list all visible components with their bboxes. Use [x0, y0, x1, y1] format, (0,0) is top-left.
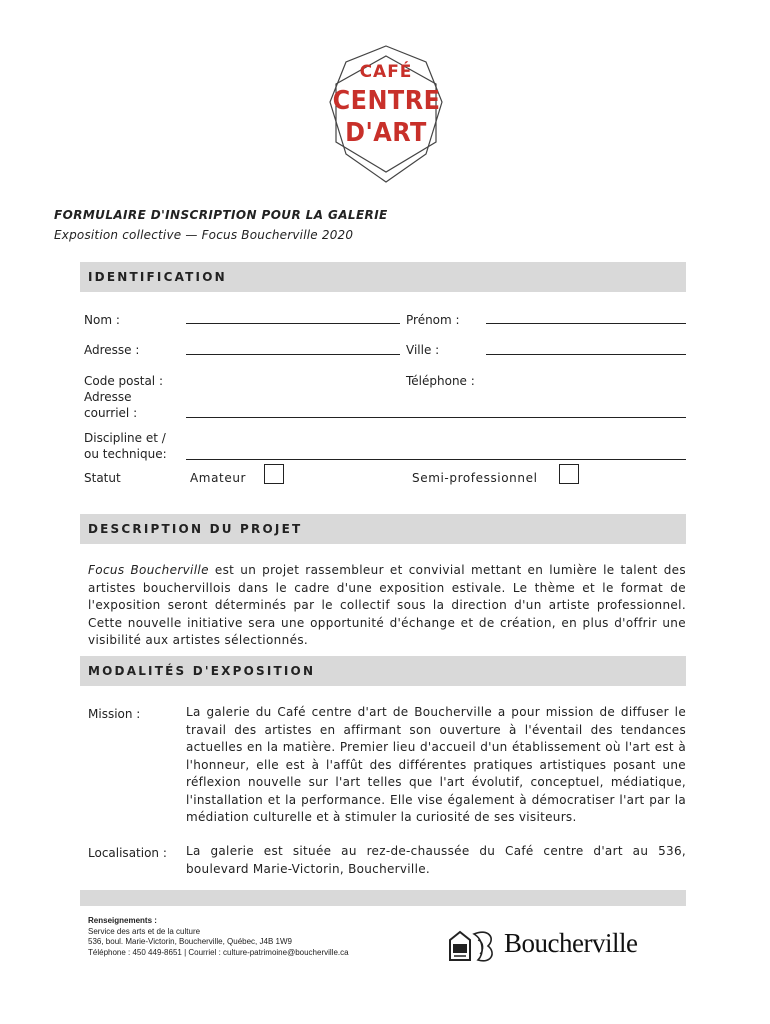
label-courriel-line2: courriel :: [84, 406, 138, 420]
checkbox-semi-professionnel[interactable]: [559, 464, 579, 484]
boucherville-wordmark: Boucherville: [504, 928, 638, 958]
field-adresse[interactable]: [186, 354, 400, 355]
logo-line-dart: D'ART: [345, 118, 427, 148]
form-subtitle: Exposition collective — Focus Boucherville 2020: [54, 228, 354, 242]
description-emphasis: Focus Boucherville: [88, 563, 209, 577]
label-amateur: Amateur: [190, 471, 247, 485]
label-telephone: Téléphone :: [406, 374, 475, 388]
mission-text: La galerie du Café centre d'art de Boucherville a pour mission de diffuser le travail des artistes en affirmant son ouverture à l'éventail des tendances actuelles en la matière. Premier lieu d'accueil d'un établissement où l'art est à l'honneur, elle est à l'affût des différentes pratiques artistiques posant une réflexion nouvelle sur l'art telles que l'art évolutif, conceptuel, médiatique, l'installation et la performance. Elle vise également à démocratiser l'art par la médiation culturelle et à stimuler la curiosité de ses visiteurs.: [186, 705, 686, 824]
label-courriel-line1: Adresse: [84, 390, 132, 404]
section-title-modalites: MODALITÉS D'EXPOSITION: [88, 664, 316, 678]
label-prenom: Prénom :: [406, 313, 460, 327]
checkbox-amateur[interactable]: [264, 464, 284, 484]
section-description: [80, 514, 686, 544]
footer-line-address: 536, boul. Marie-Victorin, Boucherville, Québec, J4B 1W9: [88, 937, 292, 946]
logo-line-centre: CENTRE: [332, 86, 441, 116]
form-title: FORMULAIRE D'INSCRIPTION POUR LA GALERIE: [54, 208, 388, 222]
section-modalites: [80, 656, 686, 686]
label-discipline-line2: ou technique:: [84, 447, 167, 461]
localisation-text: La galerie est située au rez-de-chaussée du Café centre d'art au 536, boulevard Marie-Victorin, Boucherville.: [186, 844, 686, 876]
label-adresse: Adresse :: [84, 343, 140, 357]
footer-line-service: Service des arts et de la culture: [88, 926, 201, 936]
section-title-description: DESCRIPTION DU PROJET: [88, 522, 303, 536]
section-identification: [80, 262, 686, 292]
description-text: est un projet rassembleur et convivial mettant en lumière le talent des artistes bouchervillois dans le cadre d'une exposition estivale. Le thème et le format de l'exposition seront déterminés par le collectif sous la direction d'un artiste professionnel. Cette nouvelle initiative sera une opportunité d'échange et de création, en plus d'offrir une visibilité aux artistes sélectionnés.: [88, 563, 687, 647]
label-mission: Mission :: [88, 707, 141, 721]
field-courriel[interactable]: [186, 417, 686, 418]
label-discipline-line1: Discipline et /: [84, 431, 166, 445]
label-ville: Ville :: [406, 343, 440, 357]
boucherville-logo: [444, 926, 644, 966]
description-paragraph: [88, 562, 686, 650]
label-semi-professionnel: Semi-professionnel: [412, 471, 538, 485]
footer-line-contact: Téléphone : 450 449-8651 | Courriel : culture-patrimoine@boucherville.ca: [88, 947, 349, 957]
field-discipline[interactable]: [186, 459, 686, 460]
label-localisation: Localisation :: [88, 846, 167, 860]
footer-title: Renseignements :: [88, 916, 157, 925]
boucherville-emblem-icon: [444, 926, 500, 966]
label-code-postal: Code postal :: [84, 374, 163, 388]
cafe-centre-dart-logo: [328, 44, 444, 184]
field-prenom[interactable]: [486, 323, 686, 324]
footer-divider-bar: [80, 890, 686, 906]
label-statut: Statut: [84, 471, 121, 485]
field-nom[interactable]: [186, 323, 400, 324]
field-ville[interactable]: [486, 354, 686, 355]
label-nom: Nom :: [84, 313, 120, 327]
section-title-identification: IDENTIFICATION: [88, 270, 227, 284]
footer-contact: [88, 916, 349, 958]
logo-line-cafe: CAFÉ: [359, 62, 413, 82]
